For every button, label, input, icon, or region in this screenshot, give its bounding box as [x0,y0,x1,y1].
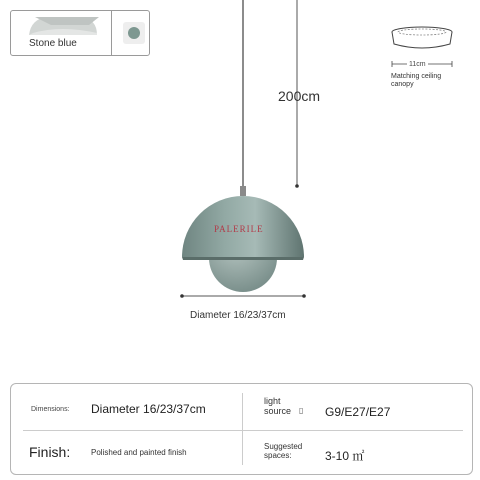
finish-value: Polished and painted finish [91,448,187,457]
diameter-label: Diameter 16/23/37cm [190,310,286,321]
spec-column-divider [242,393,243,465]
dimensions-key: Dimensions: [31,406,70,413]
canopy-caption: Matching ceiling canopy [391,73,442,88]
spec-panel [10,383,473,475]
dimensions-value: Diameter 16/23/37cm [91,402,206,416]
spaces-value: 3-10 ㎡ [325,449,365,463]
light-source-value: G9/E27/E27 [325,405,391,419]
height-label: 200cm [278,88,321,104]
canopy-length-label: 11cm [409,61,426,68]
unknown-glyph-icon: ▯ [299,406,304,415]
color-name-label: Stone blue [29,38,77,49]
finish-key: Finish: [29,444,71,460]
spaces-key: Suggested spaces: [264,442,303,460]
diameter-dimension-line [178,292,310,300]
brand-logo-text: PALERILE [214,224,264,234]
spec-row-divider [23,430,463,431]
light-source-key: light source [264,396,292,416]
